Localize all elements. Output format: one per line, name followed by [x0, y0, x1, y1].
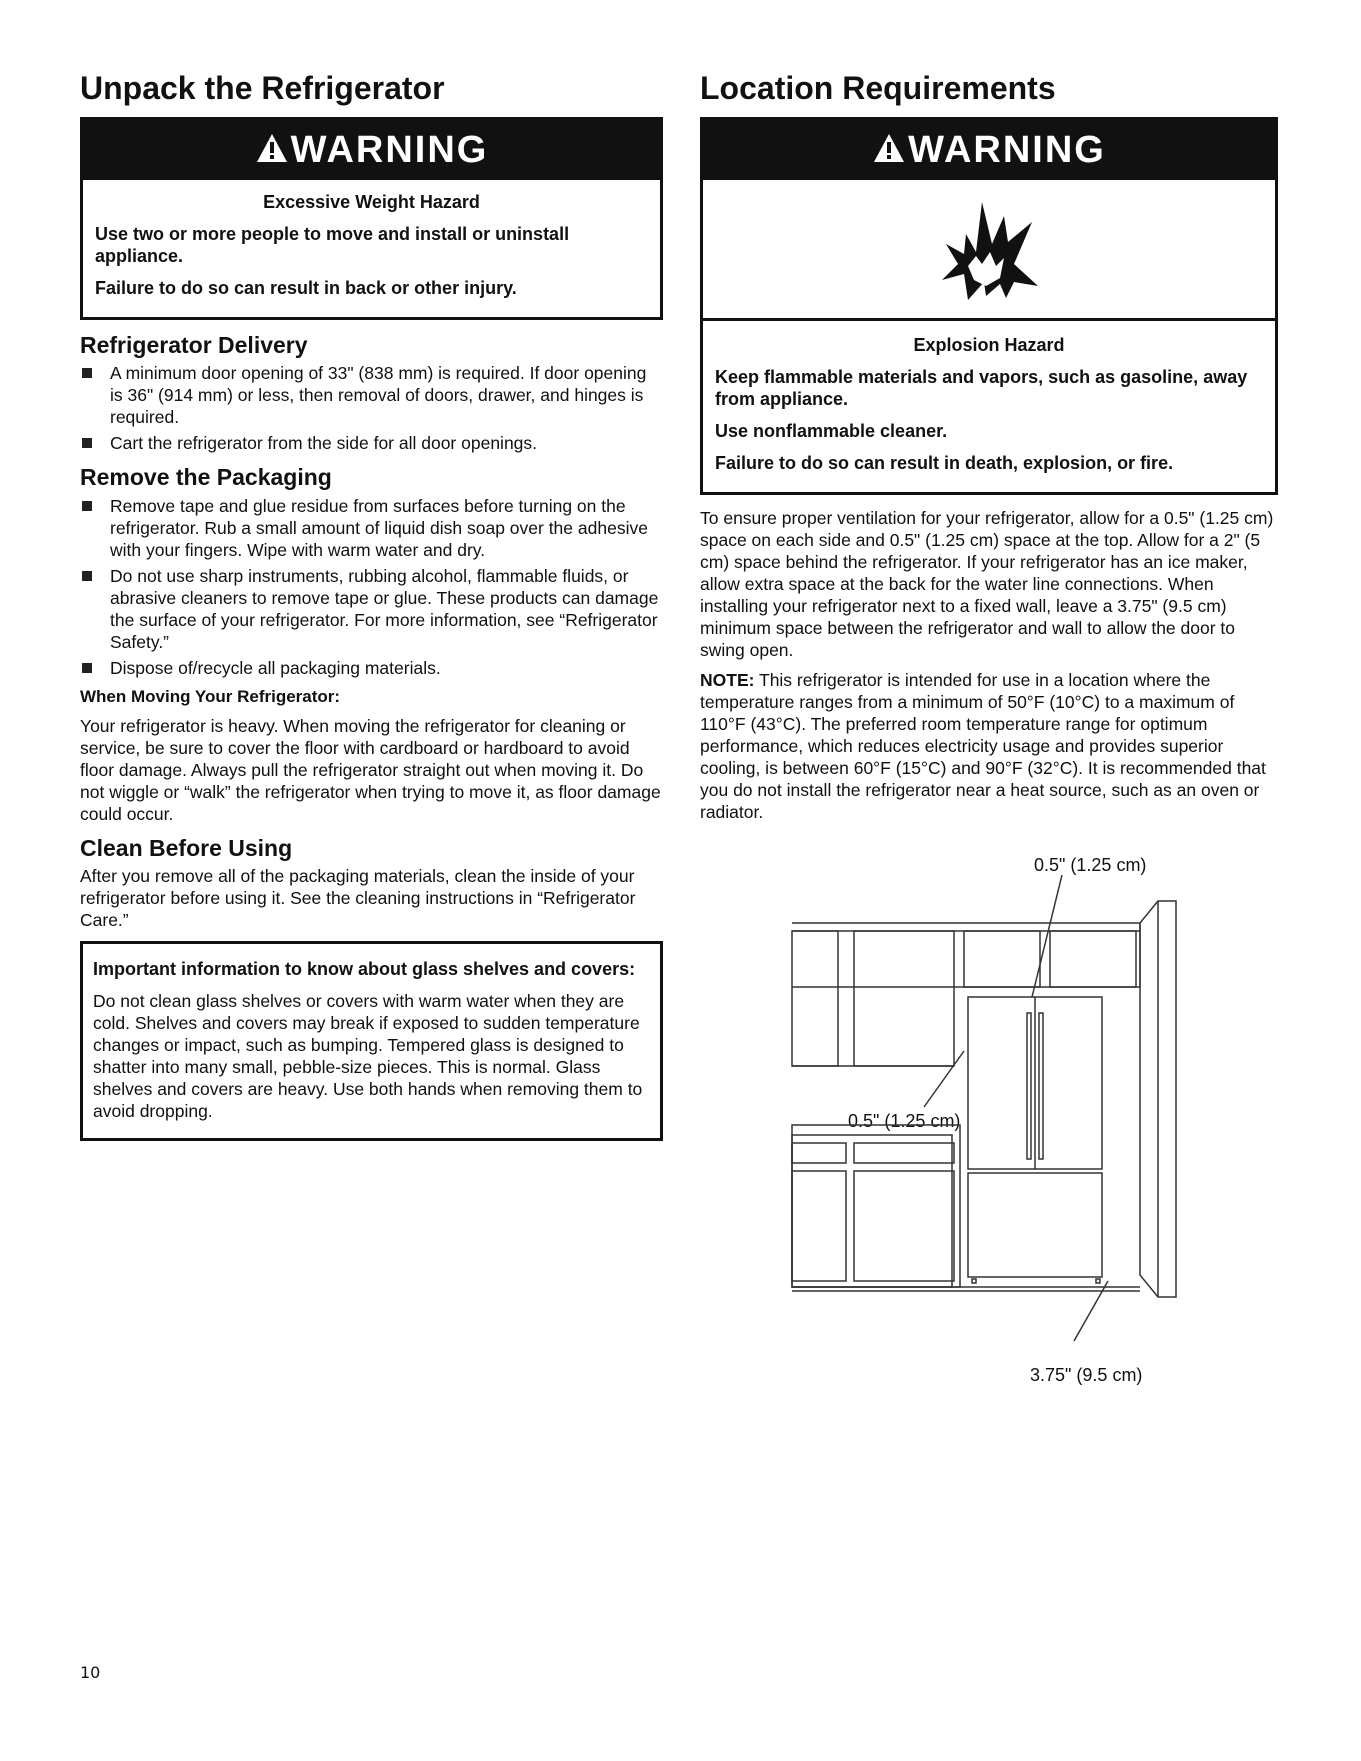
square-bullet-icon	[82, 663, 92, 673]
warning-line: Failure to do so can result in back or other injury.	[95, 277, 517, 298]
warning-header	[83, 120, 660, 180]
page-number: 10	[80, 1663, 101, 1682]
note-label: NOTE:	[700, 669, 755, 690]
warning-line: Use two or more people to move and install or uninstall appliance.	[95, 223, 570, 266]
square-bullet-icon	[82, 501, 92, 511]
warning-label: WARNING	[290, 128, 489, 171]
note-paragraph	[700, 669, 1278, 823]
info-box-text: Do not clean glass shelves or covers with warm water when they are cold. Shelves and covers may break if exposed to sudden temperature changes or impact, such as bumping. Tempered glass is designed to shatter into many small, pebble-size pieces. This is normal. Glass shelves and covers are heavy. Use both hands when removing them to avoid dropping.	[93, 991, 643, 1122]
explosion-symbol-area	[703, 180, 1275, 321]
warning-line: Keep flammable materials and vapors, such as gasoline, away from appliance.	[715, 366, 1248, 409]
hazard-title: Excessive Weight Hazard	[263, 191, 480, 212]
clearance-diagram	[790, 855, 1190, 1395]
warning-header	[703, 120, 1275, 180]
warning-line: Failure to do so can result in death, explosion, or fire.	[715, 452, 1174, 473]
wall-clearance-label: 3.75" (9.5 cm)	[1030, 1365, 1143, 1385]
list-item: Remove tape and glue residue from surfaces before turning on the refrigerator. Rub a small amount of liquid dish soap over the adhesive with your fingers. Wipe with warm water and dry.	[80, 495, 663, 561]
list-item: Dispose of/recycle all packaging materials.	[80, 657, 663, 679]
note-text: This refrigerator is intended for use in a location where the temperature ranges from a minimum of 50°F (10°C) to a maximum of 110°F (43°C). The preferred room temperature range for optimum performance, which reduces electricity usage and provides superior cooling, is between 60°F (15°C) and 90°F (32°C). It is recommended that you do not install the refrigerator near a heat source, such as an oven or radiator.	[700, 669, 1266, 822]
warning-triangle-icon	[255, 122, 289, 182]
list-item: Do not use sharp instruments, rubbing alcohol, flammable fluids, or abrasive cleaners to remove tape or glue. These products can damage the surface of your refrigerator. For more information, see “Refrigerator Safety.”	[80, 565, 663, 653]
moving-text: Your refrigerator is heavy. When moving the refrigerator for cleaning or service, be sure to cover the floor with cardboard or hardboard to avoid floor damage. Always pull the refrigerator straight out when moving it. Do not wiggle or “walk” the refrigerator when trying to move it, as floor damage could occur.	[80, 715, 661, 824]
warning-line: Use nonflammable cleaner.	[715, 420, 948, 441]
delivery-heading: Refrigerator Delivery	[80, 331, 308, 358]
weight-warning-box	[80, 117, 663, 320]
moving-heading: When Moving Your Refrigerator:	[80, 686, 341, 706]
square-bullet-icon	[82, 438, 92, 448]
list-item: A minimum door opening of 33" (838 mm) is required. If door opening is 36" (914 mm) or less, then removal of doors, drawer, and hinges is required.	[80, 362, 663, 428]
packaging-heading: Remove the Packaging	[80, 464, 332, 491]
top-clearance-label: 0.5" (1.25 cm)	[1034, 855, 1147, 875]
explosion-warning-box	[700, 117, 1278, 495]
clean-text: After you remove all of the packaging materials, clean the inside of your refrigerator before using it. See the cleaning instructions in “Refrigerator Care.”	[80, 866, 636, 931]
kitchen-layout-drawing	[790, 855, 1190, 1365]
info-box-title: Important information to know about glass shelves and covers:	[93, 959, 636, 980]
location-title: Location Requirements	[700, 70, 1056, 106]
explosion-icon	[934, 194, 1044, 304]
side-clearance-label: 0.5" (1.25 cm)	[848, 1111, 961, 1131]
delivery-list	[80, 362, 663, 454]
warning-triangle-icon	[872, 122, 906, 182]
right-column	[700, 70, 1278, 831]
clean-heading: Clean Before Using	[80, 834, 293, 861]
square-bullet-icon	[82, 571, 92, 581]
left-column	[80, 70, 663, 1141]
list-item: Cart the refrigerator from the side for all door openings.	[80, 432, 663, 454]
unpack-title: Unpack the Refrigerator	[80, 70, 445, 106]
packaging-list	[80, 495, 663, 679]
square-bullet-icon	[82, 368, 92, 378]
glass-info-box	[80, 941, 663, 1141]
warning-label: WARNING	[908, 128, 1106, 171]
ventilation-text: To ensure proper ventilation for your refrigerator, allow for a 0.5" (1.25 cm) space on each side and 0.5" (1.25 cm) space at the top. Allow for a 2" (5 cm) space behind the refrigerator. If your refrigerator has an ice maker, allow extra space at the back for the water line connections. When installing your refrigerator next to a fixed wall, leave a 3.75" (9.5 cm) minimum space between the refrigerator and wall to allow the door to swing open.	[700, 507, 1274, 660]
hazard-title: Explosion Hazard	[913, 334, 1065, 355]
